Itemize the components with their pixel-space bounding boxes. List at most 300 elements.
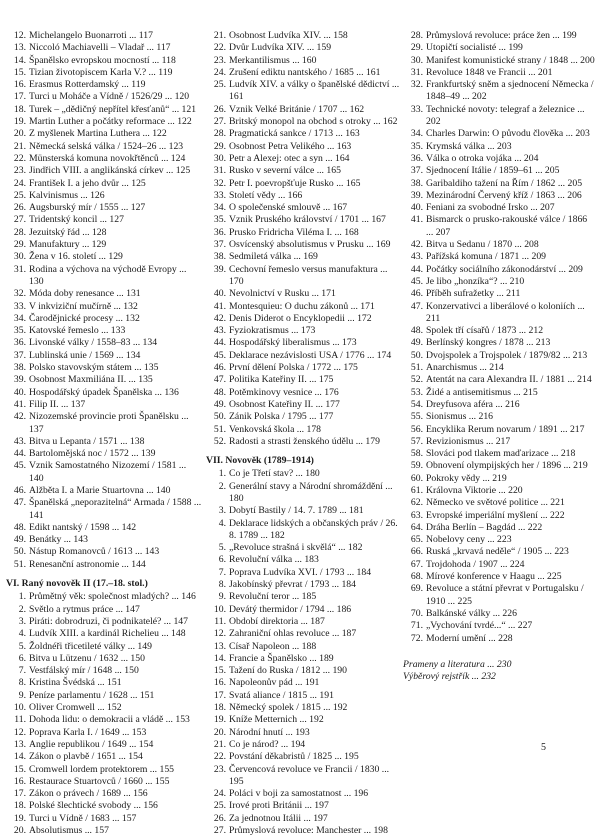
toc-entry xyxy=(206,616,402,628)
entry-number: 36. xyxy=(13,337,26,349)
entry-number: 17. xyxy=(13,788,26,800)
toc-entry xyxy=(206,604,402,616)
entry-number: 4. xyxy=(218,517,226,529)
entry-title: Osobnost Ludvíka XIV. ... 158 xyxy=(229,30,348,41)
toc-entry xyxy=(6,751,202,763)
toc-entry xyxy=(6,264,202,289)
toc-entry xyxy=(403,79,595,104)
entry-title: Nobelovy ceny ... 223 xyxy=(426,534,512,546)
entry-number: 20. xyxy=(13,825,26,836)
entry-title: Povstání děkabristů / 1825 ... 195 xyxy=(229,751,359,763)
entry-title: Sedmiletá válka ... 169 xyxy=(229,251,318,263)
toc-entry xyxy=(403,239,595,251)
toc-entry xyxy=(403,460,595,472)
entry-number: 35. xyxy=(213,214,226,226)
toc-entry xyxy=(403,510,595,522)
toc-entry xyxy=(403,608,595,620)
toc-entry xyxy=(6,604,202,616)
entry-title: Evropské imperiální myšlení ... 222 xyxy=(426,509,565,521)
entry-number: 60. xyxy=(410,472,423,484)
entry-number: 59. xyxy=(410,460,423,472)
entry-title: Nevolnictví v Rusku ... 171 xyxy=(229,288,336,300)
entry-title: Konzervativci a liberálové o koloniích ... 211 xyxy=(426,300,585,324)
entry-number: 64. xyxy=(410,521,423,533)
entry-number: 51. xyxy=(13,558,26,570)
toc-entry xyxy=(206,42,402,54)
entry-number: 40. xyxy=(13,386,26,398)
toc-entry xyxy=(403,104,595,129)
toc-entry xyxy=(6,387,202,399)
toc-entry xyxy=(6,788,202,800)
entry-title: Bitva u Lützenu / 1632 ... 150 xyxy=(29,652,145,664)
entry-number: 37. xyxy=(13,349,26,361)
toc-entry xyxy=(6,79,202,91)
entry-number: 3. xyxy=(218,505,226,517)
entry-title: Feniani za svobodné Irsko ... 207 xyxy=(426,202,555,214)
entry-title: Fyziokratismus ... 173 xyxy=(229,325,316,337)
entry-title: Tažení do Ruska / 1812 ... 190 xyxy=(229,665,347,677)
toc-entry xyxy=(6,436,202,448)
toc-entry xyxy=(403,165,595,177)
toc-entry xyxy=(206,788,402,800)
entry-title: Livonské války / 1558–83 ... 134 xyxy=(29,337,158,349)
entry-title: Královna Viktorie ... 220 xyxy=(426,484,523,496)
toc-entry xyxy=(403,522,595,534)
entry-title: Za jednotnou Itálii ... 197 xyxy=(229,812,328,824)
toc-entry xyxy=(6,641,202,653)
entry-title: Rodina a výchova na východě Evropy ... 130 xyxy=(29,263,187,287)
entry-number: 50. xyxy=(213,411,226,423)
entry-title: Žoldnéři třicetileté války ... 149 xyxy=(29,640,152,652)
toc-entry xyxy=(206,116,402,128)
entry-number: 52. xyxy=(213,435,226,447)
toc-entry xyxy=(403,30,595,42)
entry-title: Anglie republikou / 1649 ... 154 xyxy=(29,738,154,750)
entry-number: 46. xyxy=(410,288,423,300)
entry-title: Revizionismus ... 217 xyxy=(426,435,511,447)
entry-number: 2. xyxy=(218,480,226,492)
toc-entry xyxy=(6,727,202,739)
toc-entry xyxy=(403,214,595,239)
entry-number: 40. xyxy=(213,288,226,300)
entry-number: 50. xyxy=(410,349,423,361)
toc-entry xyxy=(403,473,595,485)
entry-number: 22. xyxy=(13,152,26,164)
entry-title: Průmyslová revoluce: Manchester ... 198 xyxy=(229,825,388,836)
entry-title: Bartolomějská noc / 1572 ... 139 xyxy=(29,448,156,460)
entry-number: 12. xyxy=(13,726,26,738)
toc-entry xyxy=(206,399,402,411)
toc-entry xyxy=(206,178,402,190)
entry-number: 24. xyxy=(213,788,226,800)
entry-number: 19. xyxy=(213,714,226,726)
toc-entry xyxy=(6,325,202,337)
toc-entry xyxy=(6,337,202,349)
entry-title: Encyklika Rerum novarum / 1891 ... 217 xyxy=(426,423,585,435)
entry-title: Z myšlenek Martina Luthera ... 122 xyxy=(29,128,167,140)
entry-number: 71. xyxy=(410,620,423,632)
entry-title: Vznik Pruského království / 1701 ... 167 xyxy=(229,214,386,226)
toc-entry xyxy=(6,128,202,140)
entry-title: Lublinská unie / 1569 ... 134 xyxy=(29,349,141,361)
toc-entry xyxy=(206,227,402,239)
entry-number: 61. xyxy=(410,484,423,496)
toc-entry xyxy=(206,362,402,374)
toc-entry xyxy=(6,42,202,54)
toc-entry xyxy=(6,67,202,79)
toc-entry xyxy=(403,534,595,546)
entry-number: 9. xyxy=(218,591,226,603)
entry-number: 30. xyxy=(13,251,26,263)
entry-title: Co je národ? ... 194 xyxy=(229,738,306,750)
toc-entry xyxy=(6,374,202,386)
toc-entry xyxy=(6,288,202,300)
toc-entry xyxy=(206,165,402,177)
toc-entry xyxy=(206,190,402,202)
entry-number: 72. xyxy=(410,632,423,644)
toc-entry xyxy=(6,690,202,702)
entry-number: 19. xyxy=(13,812,26,824)
entry-number: 29. xyxy=(213,140,226,152)
entry-title: Filip II. ... 137 xyxy=(29,398,86,410)
entry-number: 15. xyxy=(13,763,26,775)
toc-column-3 xyxy=(403,30,595,683)
entry-title: Je libo „honzíka“? ... 210 xyxy=(426,275,525,287)
toc-entry xyxy=(206,579,402,591)
toc-entry xyxy=(403,571,595,583)
entry-title: Průmyslová revoluce: práce žen ... 199 xyxy=(426,30,577,41)
entry-title: Jakobínský převrat / 1793 ... 184 xyxy=(229,579,356,591)
toc-entry xyxy=(6,350,202,362)
entry-number: 28. xyxy=(13,226,26,238)
entry-title: Cechovní řemeslo versus manufaktura ... 170 xyxy=(229,263,388,287)
entry-title: Světlo a rytmus práce ... 147 xyxy=(29,603,140,615)
entry-title: Turci u Vídně / 1683 ... 157 xyxy=(29,812,137,824)
entry-number: 25. xyxy=(213,79,226,91)
toc-entry xyxy=(6,800,202,812)
entry-number: 28. xyxy=(410,30,423,41)
toc-entry xyxy=(206,79,402,104)
entry-title: Merkantilismus ... 160 xyxy=(229,54,317,66)
toc-entry xyxy=(403,350,595,362)
entry-title: Mezinárodní Červený kříž / 1863 ... 206 xyxy=(426,189,582,201)
entry-title: Pragmatická sankce / 1713 ... 163 xyxy=(229,128,360,140)
page-number: 5 xyxy=(541,742,546,753)
entry-number: 13. xyxy=(13,42,26,54)
entry-number: 34. xyxy=(410,128,423,140)
entry-title: Pařížská komuna / 1871 ... 209 xyxy=(426,251,547,263)
entry-number: 45. xyxy=(410,275,423,287)
back-matter-entry: Výběrový rejstřík ... 232 xyxy=(403,671,496,683)
toc-entry xyxy=(6,813,202,825)
entry-number: 47. xyxy=(213,374,226,386)
entry-number: 43. xyxy=(213,325,226,337)
toc-entry xyxy=(206,350,402,362)
entry-title: Rusko v severní válce ... 165 xyxy=(229,165,341,177)
entry-title: Dvůr Ludvíka XIV. ... 159 xyxy=(229,42,332,54)
toc-entry xyxy=(403,436,595,448)
entry-number: 27. xyxy=(213,116,226,128)
entry-title: Ludvík XIII. a kardinál Richelieu ... 148 xyxy=(29,628,186,640)
toc-column-1 xyxy=(6,30,202,837)
entry-title: Balkánské války ... 226 xyxy=(426,607,517,619)
entry-number: 33. xyxy=(13,300,26,312)
entry-number: 67. xyxy=(410,558,423,570)
entry-title: Martin Luther a počátky reformace ... 122 xyxy=(29,116,192,128)
entry-title: Osobnost Kateřiny II. ... 177 xyxy=(229,398,340,410)
toc-entry xyxy=(6,702,202,714)
entry-number: 14. xyxy=(213,652,226,664)
entry-title: Dvojspolek a Trojspolek / 1879/82 ... 213 xyxy=(426,349,588,361)
entry-number: 23. xyxy=(213,763,226,775)
entry-number: 2. xyxy=(18,603,26,615)
entry-title: Münsterská komuna novokřtěnců ... 124 xyxy=(29,152,186,164)
entry-number: 38. xyxy=(13,362,26,374)
entry-number: 45. xyxy=(213,349,226,361)
entry-number: 39. xyxy=(213,263,226,275)
toc-entry xyxy=(206,764,402,789)
entry-number: 5. xyxy=(218,542,226,554)
toc-entry xyxy=(403,559,595,571)
toc-entry xyxy=(6,55,202,67)
entry-number: 51. xyxy=(410,362,423,374)
entry-number: 3. xyxy=(18,615,26,627)
entry-number: 36. xyxy=(410,152,423,164)
entry-number: 23. xyxy=(213,54,226,66)
entry-number: 11. xyxy=(214,615,226,627)
entry-number: 53. xyxy=(410,386,423,398)
entry-number: 65. xyxy=(410,534,423,546)
entry-title: Polsko stavovským státem ... 135 xyxy=(29,362,159,374)
toc-entry xyxy=(206,481,402,506)
entry-number: 24. xyxy=(13,177,26,189)
entry-number: 24. xyxy=(213,66,226,78)
toc-entry xyxy=(6,362,202,374)
entry-number: 32. xyxy=(410,79,423,91)
toc-entry xyxy=(206,641,402,653)
entry-title: Poprava Karla I. / 1649 ... 153 xyxy=(29,726,147,738)
entry-number: 20. xyxy=(213,726,226,738)
entry-number: 29. xyxy=(410,42,423,54)
entry-title: Žena v 16. století ... 129 xyxy=(29,251,123,263)
entry-number: 27. xyxy=(13,214,26,226)
entry-title: Obnovení olympijských her / 1896 ... 219 xyxy=(426,460,588,472)
entry-title: Zákon o právech / 1689 ... 156 xyxy=(29,788,148,800)
entry-number: 68. xyxy=(410,571,423,583)
entry-title: Německá selská válka / 1524–26 ... 123 xyxy=(29,140,184,152)
toc-entry xyxy=(6,251,202,263)
entry-title: Tridentský koncil ... 127 xyxy=(29,214,124,226)
entry-number: 17. xyxy=(213,689,226,701)
entry-number: 46. xyxy=(213,362,226,374)
toc-entry xyxy=(6,448,202,460)
section-heading: VI. Raný novověk II (17.–18. stol.) xyxy=(6,578,148,590)
entry-title: Revoluční teror ... 185 xyxy=(229,591,317,603)
toc-entry xyxy=(206,505,402,517)
entry-title: První dělení Polska / 1772 ... 175 xyxy=(229,362,358,374)
entry-title: Katovské řemeslo ... 133 xyxy=(29,325,126,337)
toc-entry xyxy=(206,288,402,300)
entry-number: 8. xyxy=(18,677,26,689)
entry-number: 44. xyxy=(13,448,26,460)
entry-number: 49. xyxy=(13,534,26,546)
entry-title: Židé a antisemitismus ... 215 xyxy=(426,386,538,398)
toc-entry xyxy=(403,276,595,288)
entry-title: Dohoda lidu: o demokracii a vládě ... 153 xyxy=(29,714,190,726)
entry-title: Vznik Velké Británie / 1707 ... 162 xyxy=(229,103,365,115)
entry-number: 54. xyxy=(410,398,423,410)
entry-number: 58. xyxy=(410,448,423,460)
entry-title: Denis Diderot o Encyklopedii ... 172 xyxy=(229,312,372,324)
entry-number: 50. xyxy=(13,546,26,558)
toc-entry xyxy=(206,751,402,763)
entry-title: Osobnost Maxmiliána II. ... 135 xyxy=(29,374,153,386)
entry-number: 7. xyxy=(18,665,26,677)
toc-entry xyxy=(206,542,402,554)
toc-entry xyxy=(6,677,202,689)
entry-title: Berlínský kongres / 1878 ... 213 xyxy=(426,337,551,349)
toc-entry xyxy=(206,239,402,251)
toc-entry xyxy=(206,554,402,566)
entry-number: 47. xyxy=(410,300,423,312)
entry-number: 15. xyxy=(13,66,26,78)
entry-number: 35. xyxy=(13,325,26,337)
toc-entry xyxy=(206,714,402,726)
entry-number: 32. xyxy=(13,288,26,300)
entry-number: 39. xyxy=(410,189,423,201)
entry-title: Trojdohoda / 1907 ... 224 xyxy=(426,558,525,570)
entry-number: 23. xyxy=(13,165,26,177)
entry-number: 25. xyxy=(213,800,226,812)
toc-entry xyxy=(206,628,402,640)
entry-number: 48. xyxy=(213,386,226,398)
entry-number: 37. xyxy=(213,239,226,251)
toc-entry xyxy=(206,387,402,399)
entry-number: 1. xyxy=(218,468,226,480)
entry-title: Sjednocení Itálie / 1859–61 ... 205 xyxy=(426,165,560,177)
entry-number: 42. xyxy=(410,239,423,251)
toc-entry xyxy=(6,190,202,202)
toc-entry xyxy=(206,411,402,423)
entry-title: Montesquieu: O duchu zákonů ... 171 xyxy=(229,300,375,312)
section-heading: VII. Novověk (1789–1914) xyxy=(206,455,314,467)
toc-entry xyxy=(6,239,202,251)
toc-entry xyxy=(206,251,402,263)
entry-title: Poláci v boji za samostatnost ... 196 xyxy=(229,788,369,800)
toc-entry xyxy=(403,546,595,558)
toc-entry xyxy=(6,653,202,665)
entry-number: 10. xyxy=(13,702,26,714)
entry-title: Co je Třetí stav? ... 180 xyxy=(229,468,320,480)
entry-number: 44. xyxy=(410,263,423,275)
entry-number: 33. xyxy=(410,103,423,115)
entry-title: Polské šlechtické svobody ... 156 xyxy=(29,800,158,812)
toc-entry xyxy=(6,559,202,571)
entry-title: Ludvík XIV. a války o španělské dědictví ... 161 xyxy=(229,79,400,103)
entry-number: 13. xyxy=(213,640,226,652)
toc-entry xyxy=(6,665,202,677)
toc-entry xyxy=(6,227,202,239)
entry-title: Jindřich VIII. a anglikánská církev ... 125 xyxy=(29,165,191,177)
entry-number: 14. xyxy=(13,751,26,763)
entry-number: 20. xyxy=(13,128,26,140)
toc-entry xyxy=(6,30,202,42)
entry-number: 48. xyxy=(410,325,423,337)
entry-title: Alžběta I. a Marie Stuartovna ... 140 xyxy=(29,484,171,496)
entry-title: Politika Kateřiny II. ... 175 xyxy=(229,374,334,386)
entry-title: Devátý thermidor / 1794 ... 186 xyxy=(229,603,352,615)
entry-number: 69. xyxy=(410,583,423,595)
entry-number: 21. xyxy=(213,738,226,750)
entry-title: Období direktoria ... 187 xyxy=(229,615,325,627)
entry-title: Zánik Polska / 1795 ... 177 xyxy=(229,411,334,423)
entry-number: 12. xyxy=(213,628,226,640)
toc-entry xyxy=(206,325,402,337)
entry-title: Manifest komunistické strany / 1848 ... 200 xyxy=(426,54,595,66)
toc-entry xyxy=(6,411,202,436)
toc-entry xyxy=(206,665,402,677)
entry-number: 66. xyxy=(410,546,423,558)
entry-title: Prusko Fridricha Viléma I. ... 168 xyxy=(229,226,359,238)
entry-number: 31. xyxy=(13,263,26,275)
toc-entry xyxy=(6,301,202,313)
entry-number: 49. xyxy=(213,398,226,410)
entry-number: 26. xyxy=(213,812,226,824)
toc-entry xyxy=(206,153,402,165)
toc-entry xyxy=(403,583,595,608)
toc-entry xyxy=(403,337,595,349)
entry-title: Piráti: dobrodruzi, či podnikatelé? ... 147 xyxy=(29,615,188,627)
entry-number: 41. xyxy=(213,300,226,312)
toc-entry xyxy=(6,485,202,497)
entry-title: Španělská „neporazitelná“ Armada / 1588 ... 141 xyxy=(29,497,202,521)
entry-number: 43. xyxy=(410,251,423,263)
toc-entry xyxy=(403,153,595,165)
entry-number: 16. xyxy=(213,677,226,689)
entry-number: 46. xyxy=(13,484,26,496)
entry-title: Manufaktury ... 129 xyxy=(29,239,107,251)
toc-entry xyxy=(403,301,595,326)
entry-number: 22. xyxy=(213,42,226,54)
toc-entry xyxy=(403,620,595,632)
entry-title: Benátky ... 143 xyxy=(29,534,88,546)
entry-number: 30. xyxy=(213,152,226,164)
toc-entry xyxy=(403,374,595,386)
entry-number: 10. xyxy=(213,603,226,615)
toc-entry xyxy=(6,776,202,788)
entry-title: Osobnost Petra Velikého ... 163 xyxy=(229,140,352,152)
entry-title: František I. a jeho dvůr ... 125 xyxy=(29,177,146,189)
toc-entry xyxy=(6,591,202,603)
entry-title: Hospodářský liberalismus ... 173 xyxy=(229,337,357,349)
toc-entry xyxy=(403,264,595,276)
entry-title: Charles Darwin: O původu člověka ... 203 xyxy=(426,128,590,140)
entry-number: 38. xyxy=(213,251,226,263)
entry-number: 26. xyxy=(13,202,26,214)
toc-entry xyxy=(403,141,595,153)
toc-entry xyxy=(206,30,402,42)
entry-title: Německý spolek / 1815 ... 192 xyxy=(229,702,348,714)
entry-number: 49. xyxy=(410,337,423,349)
entry-number: 26. xyxy=(213,103,226,115)
entry-title: Atentát na cara Alexandra II. / 1881 ... 214 xyxy=(426,374,592,386)
entry-title: Petr I. poevropšťuje Rusko ... 165 xyxy=(229,177,361,189)
toc-entry xyxy=(206,518,402,543)
entry-title: Císař Napoleon ... 188 xyxy=(229,640,317,652)
entry-number: 8. xyxy=(218,579,226,591)
entry-number: 32. xyxy=(213,177,226,189)
toc-entry xyxy=(6,460,202,485)
